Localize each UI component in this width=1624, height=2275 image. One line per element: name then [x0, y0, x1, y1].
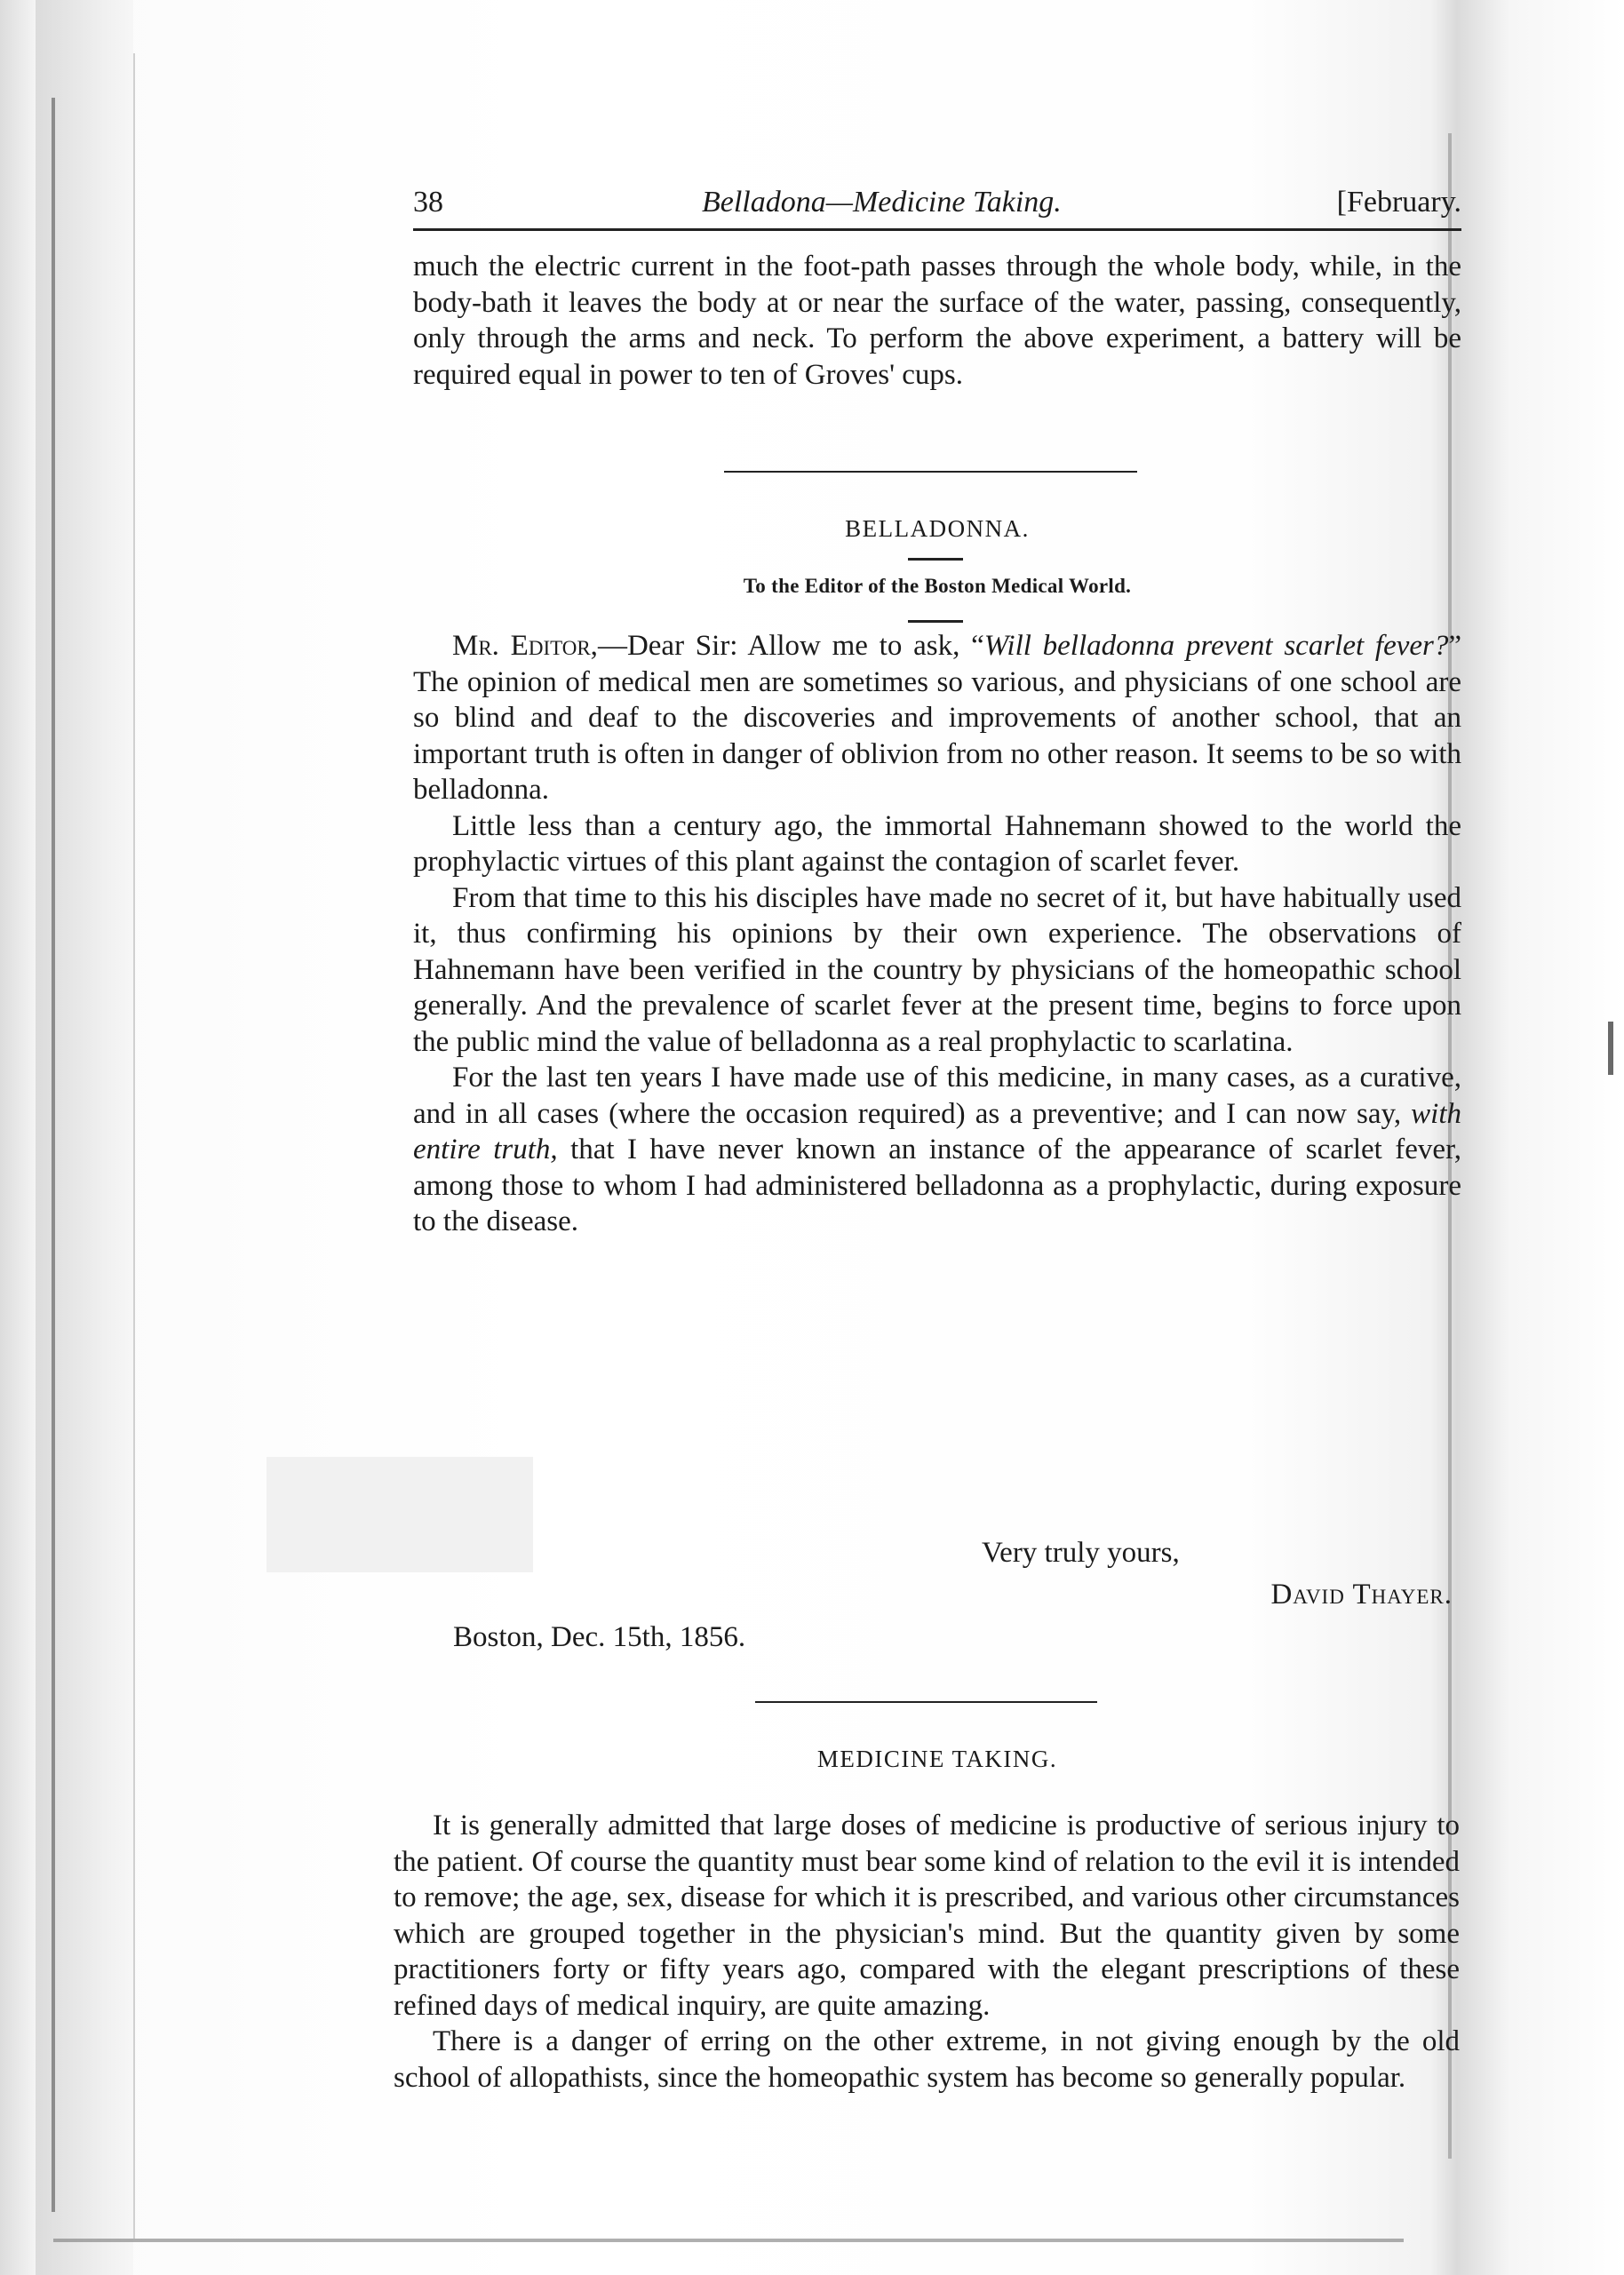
- page-number: 38: [413, 186, 443, 219]
- binding-edge: [52, 98, 55, 2212]
- running-head: [413, 173, 1461, 227]
- page-edge-mark: [1608, 1022, 1613, 1075]
- letter-body: [413, 628, 1461, 1240]
- letter-paragraph-2: Little less than a century ago, the immortal Hahnemann showed to the world the prophylactic virtues of this plant against the contagion of scarlet fever.: [413, 809, 1461, 878]
- continuation-paragraph: [413, 249, 1461, 393]
- heading-dash: [908, 558, 963, 561]
- section-divider-2: [755, 1701, 1097, 1703]
- addressee-dash: [908, 620, 963, 623]
- running-title: Belladona—Medicine Taking.: [702, 186, 1062, 219]
- binding-shadow: [36, 0, 133, 2275]
- bottom-page-edge: [53, 2239, 1404, 2242]
- letter-paragraph-1: [413, 628, 1461, 808]
- letter-rest: ” The opinion of medical men are sometimes so various, and physicians of one school are so blind and deaf to the discoveries and improvements of another school, that an important truth is often in danger of oblivion from no other reason. It seems to be so with belladonna.: [413, 630, 1462, 806]
- letter-dateline: Boston, Dec. 15th, 1856.: [453, 1621, 746, 1653]
- addressee-line: To the Editor of the Boston Medical World.: [743, 575, 1132, 597]
- continuation-text: much the electric current in the foot-path passes through the whole body, while, in the body-bath it leaves the body at or near the surface of the water, passing, consequently, only through the arms and neck. To perform the above experiment, a battery will be required equal in power to ten of Groves' cups.: [413, 251, 1461, 391]
- letter-closing: Very truly yours,: [982, 1537, 1180, 1569]
- book-page: [394, 173, 1462, 2094]
- letter-emphasis: with entire truth,: [413, 1097, 1461, 1165]
- header-rule: [413, 228, 1461, 231]
- letter-p4-b: that I have never known an instance of the appearance of scarlet fever, among those to whom I had administered belladonna as a prophylactic, during exposure to the disease.: [413, 1134, 1461, 1237]
- paper-patch: [267, 1457, 533, 1572]
- letter-intro: —Dear Sir: Allow me to ask, “: [597, 630, 984, 662]
- medicine-article-body: [394, 1808, 1460, 2096]
- letter-paragraph-3: From that time to this his disciples have made no secret of it, but have habitually used it, thus confirming his opinions by their own experience. The observations of Hahnemann have been verified in the country by physicians of the homeopathic school generally. And the prevalence of scarlet fever at the present time, begins to force upon the public mind the value of belladonna as a real prophylactic to scarlatina.: [413, 881, 1461, 1058]
- article-heading: BELLADONNA.: [845, 515, 1030, 542]
- letter-question: Will belladonna prevent scarlet fever?: [983, 630, 1449, 662]
- salutation: Mr. Editor,: [452, 630, 598, 662]
- letter-paragraph-4: [413, 1060, 1461, 1240]
- medicine-paragraph-2: There is a danger of erring on the other extreme, in not giving enough by the old school of allopathists, since the homeopathic system has become so generally popular.: [394, 2025, 1460, 2094]
- letter-signature: David Thayer.: [1270, 1579, 1453, 1611]
- medicine-paragraph-1: It is generally admitted that large doses of medicine is productive of serious injury to the patient. Of course the quantity must bear some kind of relation to the evil it is intended to remove; the age, sex, disease for which it is prescribed, and various other circumstances which are grouped together in the physician's mind. But the quantity given by some practitioners forty or fifty years ago, compared with the elegant prescriptions of these refined days of medical inquiry, are quite amazing.: [394, 1810, 1460, 2022]
- page-fold-line: [133, 53, 135, 2239]
- letter-p4-a: For the last ten years I have made use of this medicine, in many cases, as a curative, and in all cases (where the occasion required) as a preventive; and I can now say,: [413, 1062, 1461, 1130]
- article-heading-2: MEDICINE TAKING.: [816, 1746, 1058, 1772]
- running-month: [February.: [1336, 186, 1461, 219]
- section-divider: [724, 471, 1137, 473]
